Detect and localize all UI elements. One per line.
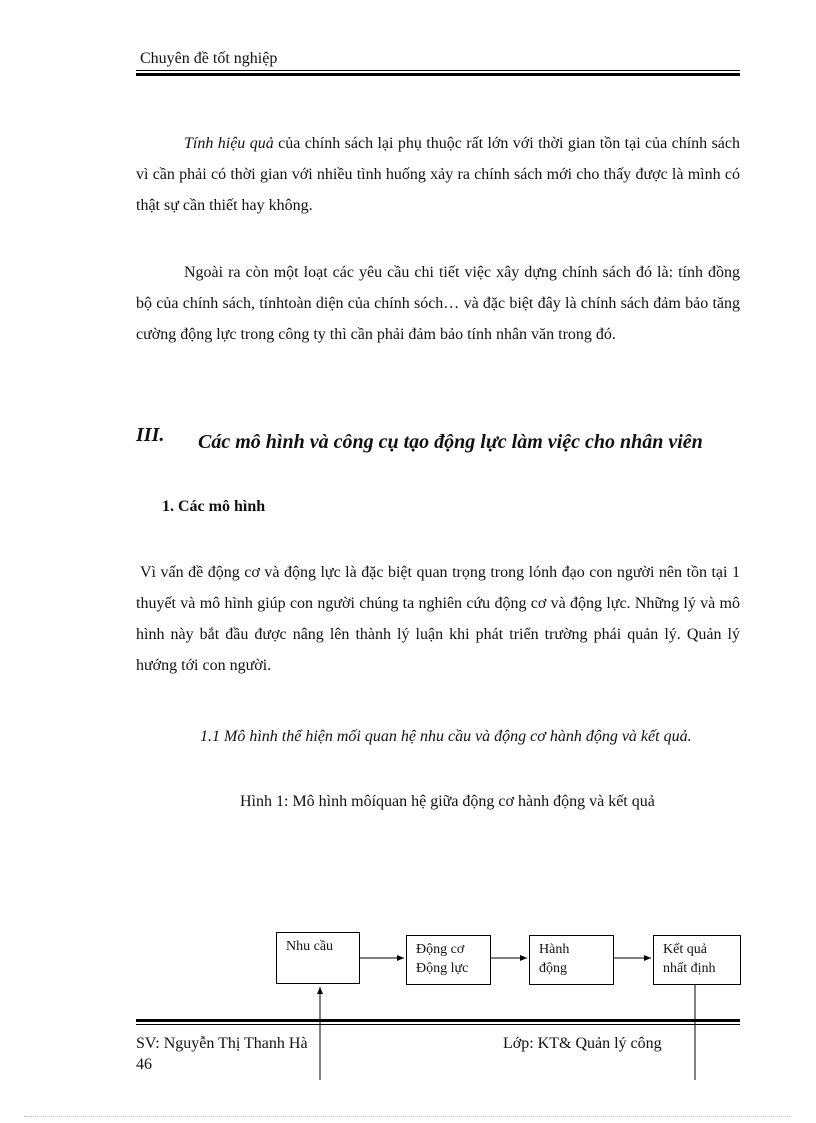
footer-rule-thin [136, 1024, 740, 1025]
diagram-box-need-line1: Nhu cầu [286, 939, 334, 954]
section-number: III. [136, 424, 165, 446]
subsection-heading: 1. Các mô hình [162, 498, 266, 515]
figure-caption: Hình 1: Mô hình môíquan hệ giữa động cơ hành động và kết quả [240, 793, 655, 810]
section-title: Các mô hình và công cụ tạo động lực làm việc cho nhân viên [198, 431, 703, 453]
diagram-box-motive [406, 935, 491, 985]
paragraph-requirements-text: Ngoài ra còn một loạt các yêu cầu chi tiết việc xây dựng chính sách đó là: tính đồng bộ của chính sách, tínhtoàn diện của chính sóch… và đặc biệt đây là chính sách đảm bảo tăng cường động lực trong công ty thì cần phải đảm bảo tính nhân văn trong đó. [136, 264, 740, 343]
subsubsection-heading: 1.1 Mô hình thể hiện mối quan hệ nhu cầu và động cơ hành động và kết quả. [200, 728, 692, 745]
diagram-box-result-line1: Kết quả [663, 942, 707, 957]
diagram-box-result [653, 935, 741, 985]
footer-student-name: SV: Nguyễn Thị Thanh Hà [136, 1035, 312, 1053]
diagram-box-result-line2: nhất định [663, 961, 716, 976]
footer-page-number: 46 [136, 1056, 152, 1073]
page-bottom-dotted-edge [24, 1116, 792, 1117]
diagram-box-action-line2: động [539, 961, 567, 976]
diagram-box-need [276, 932, 360, 984]
paragraph-motivation-text: Vì vấn đề động cơ và động lực là đặc biệt quan trọng trong lónh đạo con người nên tồn tại 1 thuyết và mô hình giúp con người chúng ta nghiên cứu động cơ và động lực. Những lý và mô hình này bắt đầu được nâng lên thành lý luận khi phát triển trường phái quản lý. Quản lý hướng tới con người. [136, 564, 740, 674]
paragraph-italic-term: Tính hiệu quả [184, 135, 274, 152]
paragraph-effectiveness-text: của chính sách lại phụ thuộc rất lớn với thời gian tồn tại của chính sách vì cần phải có thời gian với nhiều tình huống xảy ra chính sách mới cho thấy được là mình có thật sự cần thiết hay không. [136, 135, 741, 214]
footer-rule-thick [136, 1019, 740, 1022]
diagram-box-action [529, 935, 614, 985]
diagram-box-action-line1: Hành [539, 942, 570, 957]
footer-class: Lớp: KT& Quản lý công [503, 1035, 662, 1052]
page-header-title: Chuyên đề tốt nghiệp [140, 50, 278, 67]
diagram-box-motive-line2: Động lực [416, 961, 469, 976]
diagram-box-motive-line1: Động cơ [416, 942, 465, 957]
